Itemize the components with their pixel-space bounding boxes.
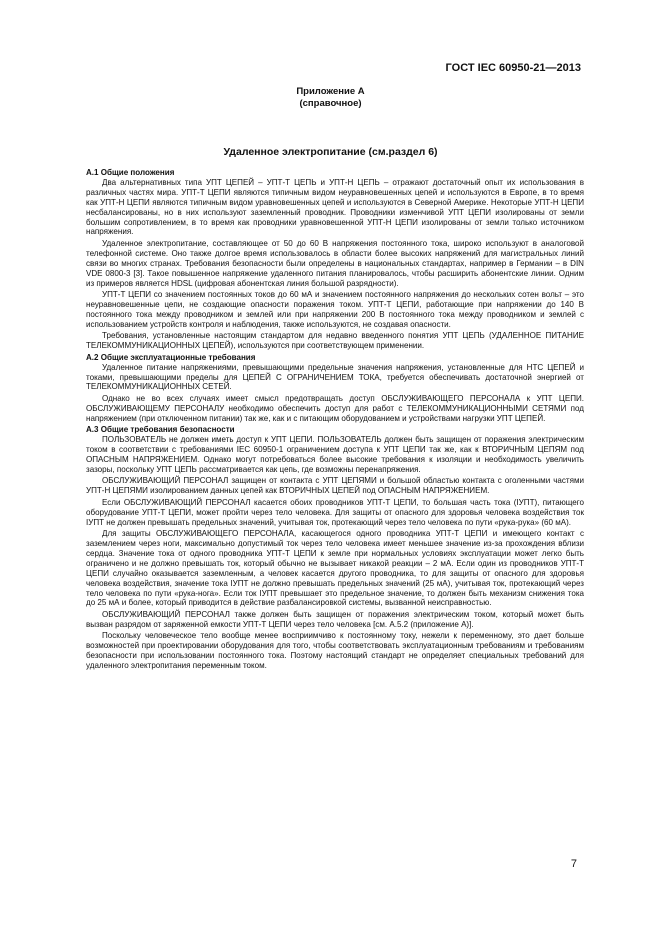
- paragraph: Удаленное электропитание, составляющее от 50 до 60 В напряжения постоянного тока, широко используют в аналоговой телефонной системе. Оно также долгое время использовалось в области более высоких напряжений для магистральных линий связи во многих странах. Требования безопасности были определены в национальных стандартах, например в Германии – в DIN VDE 0800-3 [3]. Такое повышенное напряжение удаленного питания планировалось, чтобы расширить абонентские линии. Одним из примеров является HDSL (цифровая абонентская линия большой разрядности).: [86, 238, 584, 288]
- paragraph: ПОЛЬЗОВАТЕЛЬ не должен иметь доступ к УПТ ЦЕПИ. ПОЛЬЗОВАТЕЛЬ должен быть защищен от поражения электрическим током в соответствии с требованиями IEC 60950-1 ограничением доступа к УПТ ЦЕПИ так же, как к ВТОРИЧНЫМ ЦЕПЯМ под ОПАСНЫМ НАПРЯЖЕНИЕМ. Однако могут потребоваться более высокие требования к изоляции и необходимость увеличить зазоры, поскольку УПТ ЦЕПЬ рассматривается как цепь, где возможны перенапряжения.: [86, 435, 584, 474]
- section-heading: А.3 Общие требования безопасности: [86, 425, 235, 435]
- page-title: Удаленное электропитание (см.раздел 6): [223, 146, 438, 158]
- paragraph: УПТ-Т ЦЕПИ со значением постоянных токов до 60 мА и значением постоянного напряжения до нескольких сотен вольт – это неуравновешенные цепи, не создающие опасности поражения током. УПТ-Т ЦЕПИ, работающие при напряжении до 140 В постоянного тока между проводником и землей или при напряжении 200 В постоянного тока между проводником и землей с использованием устройств контроля и наблюдения, также используются, не создавая опасности.: [86, 290, 584, 329]
- paragraph: Требования, установленные настоящим стандартом для недавно введенного понятия УПТ ЦЕПЬ (УДАЛЕННОЕ ПИТАНИЕ ТЕЛЕКОММУНИКАЦИОННЫХ ЦЕПЕЙ), используются при соответствующем применении.: [86, 331, 584, 351]
- page-number: 7: [570, 858, 577, 870]
- paragraph: Два альтернативных типа УПТ ЦЕПЕЙ – УПТ-Т ЦЕПЬ и УПТ-Н ЦЕПЬ – отражают достаточный опыт их использования в различных частях мира. УПТ-Т ЦЕПИ являются типичным видом неуравновешенных цепей и используются в Европе, в то время как УПТ-Н ЦЕПИ являются типичным видом уравновешенных цепей и используются в Северной Америке. Некоторые УПТ-Н ЦЕПИ несбалансированы, но в них используют заземленный проводник. Проводники изменчивой УПТ ЦЕПИ изолированы от земли большим сопротивлением, в то время как проводники уравновешенной УПТ-Н ЦЕПИ изолированы от земли только источником напряжения.: [86, 177, 584, 237]
- paragraph: ОБСЛУЖИВАЮЩИЙ ПЕРСОНАЛ защищен от контакта с УПТ ЦЕПЯМИ и большой областью контакта с оголенными частями УПТ-Н ЦЕПЯМИ изолированием данных цепей как ВТОРИЧНЫХ ЦЕПЕЙ под ОПАСНЫМ НАПРЯЖЕНИЕМ.: [86, 476, 584, 496]
- paragraph: ОБСЛУЖИВАЮЩИЙ ПЕРСОНАЛ также должен быть защищен от поражения электрическим током, который может быть вызван разрядом от заряженной емкости УПТ-Т ЦЕПИ через тело человека [см. А.5.2 (приложение А)].: [86, 609, 584, 629]
- paragraph: Удаленное питание напряжениями, превышающими предельные значения напряжения, установленные для НТС ЦЕПЕЙ и токами, превышающими пределы для ЦЕПЕЙ С ОГРАНИЧЕНИЕМ ТОКА, требуется обеспечивать достаточной энергией от ТЕЛЕКОММУНИКАЦИОННЫХ СЕТЕЙ.: [86, 362, 584, 392]
- document-body: [86, 168, 584, 673]
- paragraph: Поскольку человеческое тело вообще менее восприимчиво к постоянному току, нежели к переменному, это дает больше возможностей при проектировании оборудования для того, чтобы соответствовать эксплуатационным требованиям и требованиям безопасности при использовании постоянного тока. Поэтому настоящий стандарт не определяет специальных требований для удаленного электропитания переменным током.: [86, 631, 584, 671]
- section-heading: А.1 Общие положения: [86, 168, 175, 177]
- appendix-note: (справочное): [299, 98, 362, 109]
- paragraph: Если ОБСЛУЖИВАЮЩИЙ ПЕРСОНАЛ касается обоих проводников УПТ-Т ЦЕПИ, то большая часть тока (IУПТ), питающего оборудование УПТ-Т ЦЕПИ, может пройти через тело человека. Для защиты от опасного для здоровья человека воздействия ток IУПТ не должен превышать предельных значений, учитывая ток, протекающий через тело человека по пути «рука-рука» (60 мА).: [86, 497, 584, 527]
- appendix-block: [0, 86, 661, 110]
- appendix-label: Приложение А: [296, 86, 365, 97]
- section-heading: А.2 Общие эксплуатационные требования: [86, 352, 256, 362]
- document-header: ГОСТ IEC 60950-21—2013: [445, 62, 581, 74]
- paragraph: Однако не во всех случаях имеет смысл предотвращать доступ ОБСЛУЖИВАЮЩЕГО ПЕРСОНАЛА к УПТ ЦЕПИ. ОБСЛУЖИВАЮЩЕМУ ПЕРСОНАЛУ необходимо обеспечить доступ для работ с ТЕЛЕКОММУНИКАЦИОННЫМИ СЕТЯМИ под напряжением (при отключенном питании) так же, как и с питающим оборудованием и устройствами нагрузки УПТ ЦЕПЕЙ.: [86, 393, 584, 423]
- paragraph: Для защиты ОБСЛУЖИВАЮЩЕГО ПЕРСОНАЛА, касающегося одного проводника УПТ-Т ЦЕПИ и имеющего контакт с заземлением через ноги, максимально допустимый ток через тело человека имеет меньшее значение из-за прохождения вблизи сердца. Значение тока от одного проводника УПТ-Т ЦЕПИ к земле при нормальных условиях эксплуатации может легко быть ограничено и не должно превышать ток, который обычно не вызывает никакой реакции – 2 мА. Если один из проводников УПТ-Т ЦЕПИ случайно оказывается заземленным, а человек касается другого проводника, то для защиты от опасного для здоровья человека воздействия, значение тока IУПТ не должно превышать предельных значений (25 мА), учитывая ток, протекающий через тело человека по пути «рука-нога». Если ток IУПТ превышает это предельное значение, то должен быть механизм снижения тока до 25 мА и более, который приводится в действие разбалансировкой системы, вызванной неисправностью.: [86, 529, 584, 608]
